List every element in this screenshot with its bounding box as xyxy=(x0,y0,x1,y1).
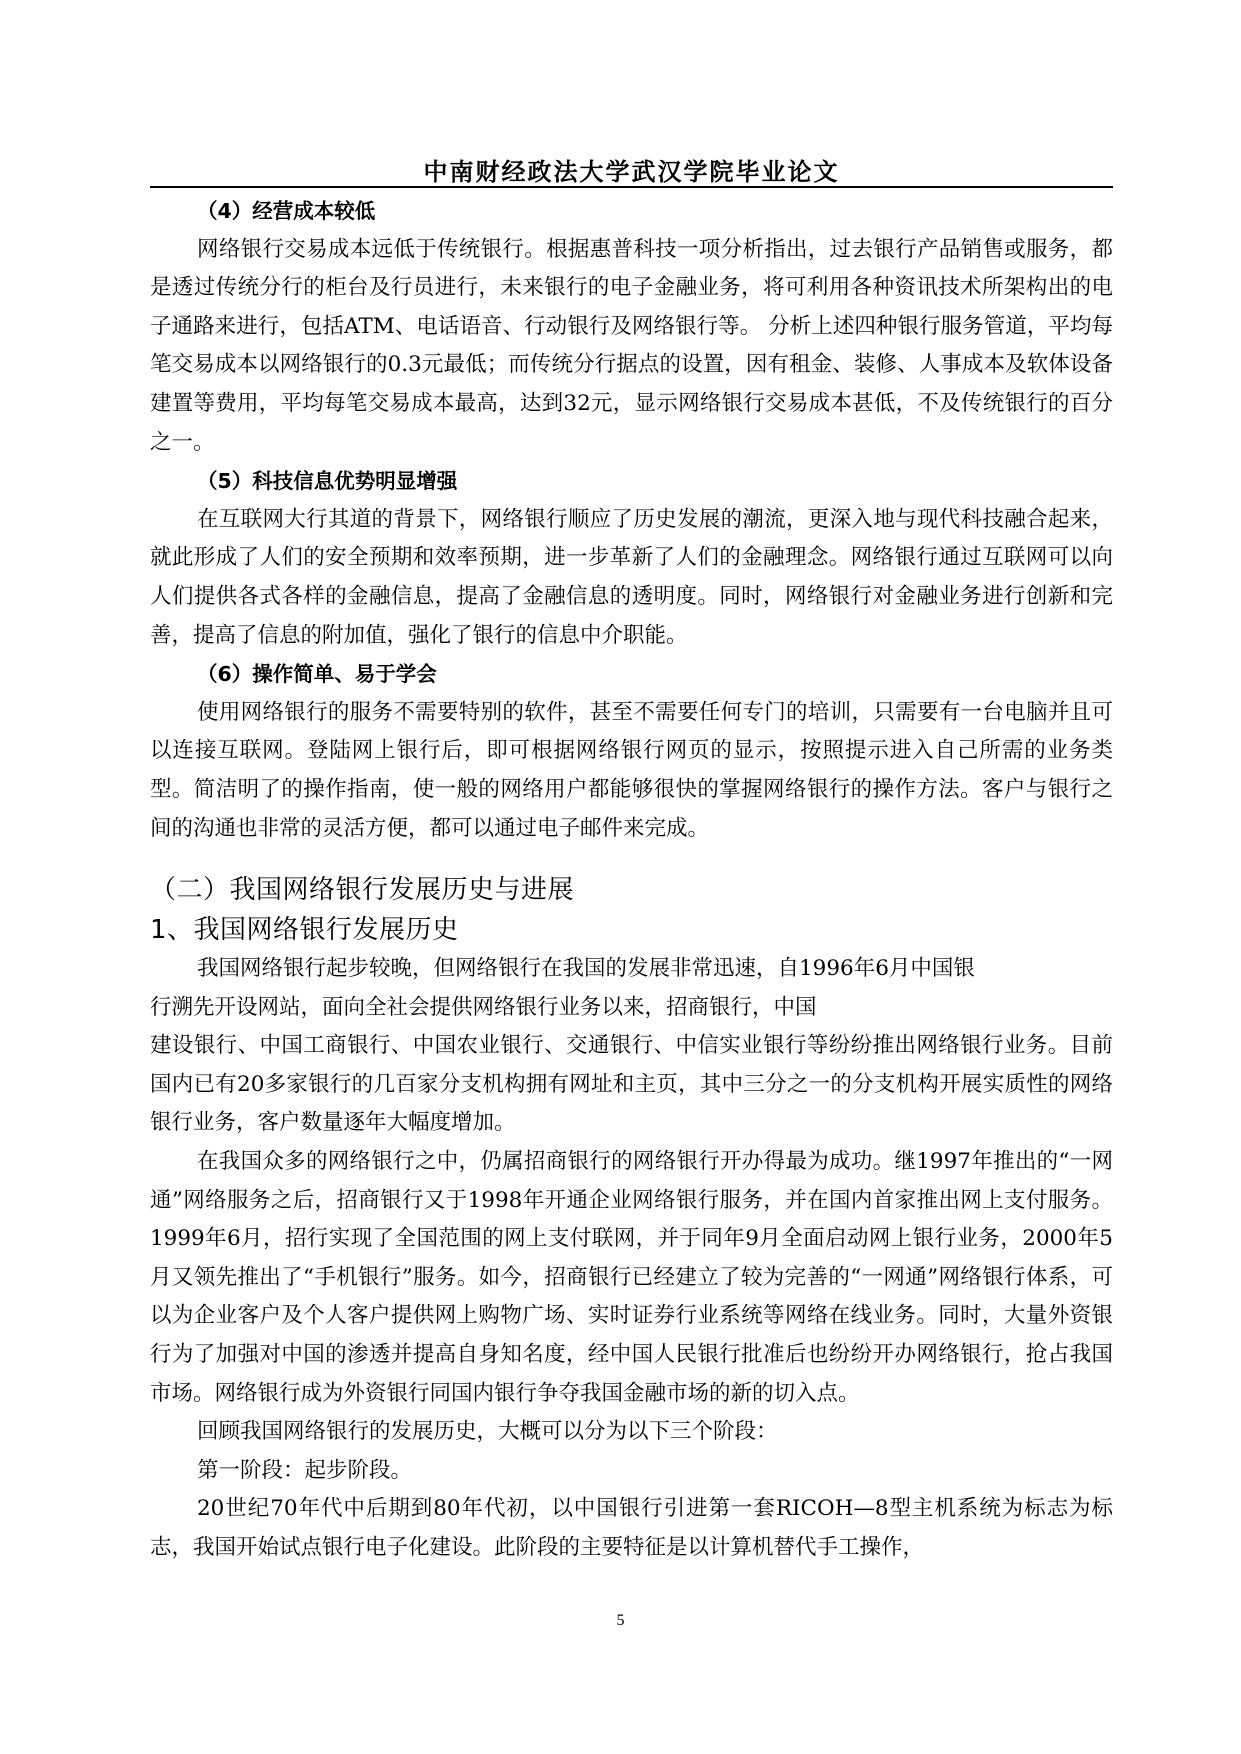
paragraph-history-rest: 建设银行、中国工商银行、中国农业银行、交通银行、中信实业银行等纷纷推出网络银行业务。目前国内已有20多家银行的几百家分支机构拥有网址和主页，其中三分之一的分支机构开展实质性的网络银行业务，客户数量逐年大幅度增加。 xyxy=(150,1033,1113,1136)
paragraph-cmb: 在我国众多的网络银行之中，仍属招商银行的网络银行开办得最为成功。继1997年推出的“一网通”网络服务之后，招商银行又于1998年开通企业网络银行服务，并在国内首家推出网上支付服务。1999年6月，招行实现了全国范围的网上支付联网，并于同年9月全面启动网上银行业务，2000年5月又领先推出了“手机银行”服务。如今，招商银行已经建立了较为完善的“一网通”网络银行体系，可以为企业客户及个人客户提供网上购物广场、实时证券行业系统等网络在线业务。同时，大量外资银行为了加强对中国的渗透并提高自身知名度，经中国人民银行批准后也纷纷开办网络银行，抢占我国市场。网络银行成为外资银行同国内银行争夺我国金融市场的新的切入点。 xyxy=(150,1149,1113,1406)
subchapter-heading: 1、我国网络银行发展历史 xyxy=(150,915,459,946)
paragraph-stage-one: 第一阶段：起步阶段。 xyxy=(197,1457,413,1483)
paragraph-simple: 使用网络银行的服务不需要特别的软件，甚至不需要任何专门的培训，只需要有一台电脑并且可以连接互联网。登陆网上银行后，即可根据网络银行网页的显示，按照提示进入自己所需的业务类型。简洁明了的操作指南，使一般的网络用户都能够很快的掌握网络银行的操作方法。客户与银行之间的沟通也非常的灵活方便，都可以通过电子邮件来完成。 xyxy=(150,699,1113,841)
page-number: 5 xyxy=(616,1612,625,1629)
page-body xyxy=(150,192,1113,1568)
header-rule xyxy=(150,186,1113,188)
paragraph-review: 回顾我国网络银行的发展历史，大概可以分为以下三个阶段： xyxy=(197,1419,778,1445)
section-gap xyxy=(150,848,1113,870)
chapter-heading: （二）我国网络银行发展历史与进展 xyxy=(150,875,575,906)
running-header-title: 中南财经政法大学武汉学院毕业论文 xyxy=(423,158,840,186)
paragraph-history-line1: 我国网络银行起步较晚，但网络银行在我国的发展非常迅速，自1996年6月中国银 xyxy=(197,956,975,982)
section-heading-4: （4）经营成本较低 xyxy=(197,199,376,223)
paragraph-history-line2: 行溯先开设网站，面向全社会提供网络银行业务以来，招商银行，中国 xyxy=(150,994,817,1020)
paragraph-stage-one-detail: 20世纪70年代中后期到80年代初，以中国银行引进第一套RICOH—8型主机系统为标志为标志，我国开始试点银行电子化建设。此阶段的主要特征是以计算机替代手工操作， xyxy=(150,1496,1113,1560)
section-heading-5: （5）科技信息优势明显增强 xyxy=(197,469,458,494)
section-heading-6: （6）操作简单、易于学会 xyxy=(197,662,437,687)
paragraph-tech: 在互联网大行其道的背景下，网络银行顺应了历史发展的潮流，更深入地与现代科技融合起来，就此形成了人们的安全预期和效率预期，进一步革新了人们的金融理念。网络银行通过互联网可以向人们提供各式各样的金融信息，提高了金融信息的透明度。同时，网络银行对金融业务进行创新和完善，提高了信息的附加值，强化了银行的信息中介职能。 xyxy=(150,506,1113,648)
paragraph-cost: 网络银行交易成本远低于传统银行。根据惠普科技一项分析指出，过去银行产品销售或服务，都是透过传统分行的柜台及行员进行，未来银行的电子金融业务，将可利用各种资讯技术所架构出的电子通路来进行，包括ATM、电话语音、行动银行及网络银行等。 分析上述四种银行服务管道，平均每笔交易成本以网络银行的0.3元最低；而传统分行据点的设置，因有租金、装修、人事成本及软体设备建置等费用，平均每笔交易成本最高，达到32元，显示网络银行交易成本甚低，不及传统银行的百分之一。 xyxy=(150,236,1113,455)
